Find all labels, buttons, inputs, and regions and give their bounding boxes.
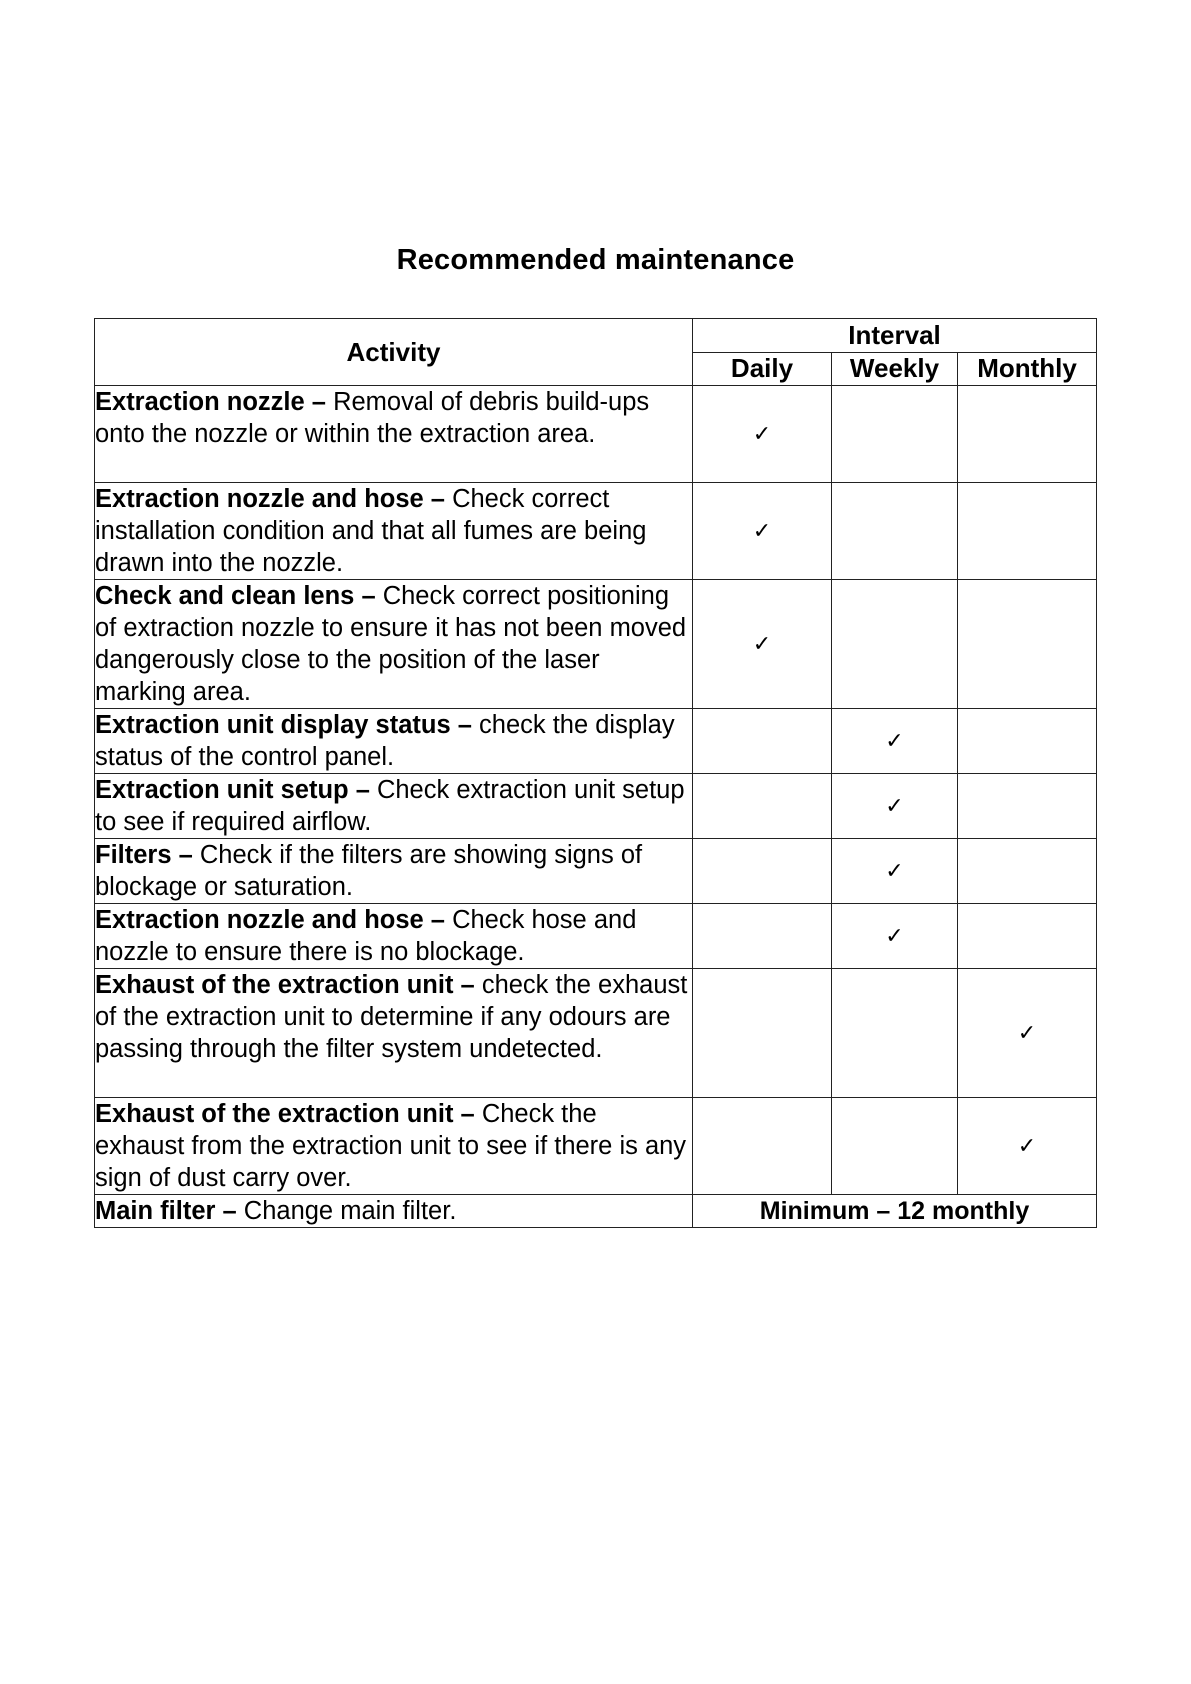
table-row — [95, 709, 1097, 774]
activity-title: Exhaust of the extraction unit – — [95, 971, 475, 999]
table-row — [95, 1098, 1097, 1195]
weekly-check-icon — [832, 969, 958, 1098]
table-row-main-filter — [95, 1195, 1097, 1228]
activity-title: Extraction nozzle and hose – — [95, 485, 445, 513]
header-monthly: Monthly — [958, 352, 1097, 386]
page-title: Recommended maintenance — [396, 244, 795, 276]
activity-description: Check correct installation condition and that all fumes are being drawn into the nozzle. — [95, 485, 647, 577]
maintenance-table — [94, 318, 1097, 1228]
activity-title: Extraction unit display status – — [95, 711, 472, 739]
weekly-check-icon: ✓ — [832, 904, 958, 969]
activity-title: Extraction unit setup – — [95, 776, 370, 804]
table-row — [95, 386, 1097, 483]
weekly-check-icon — [832, 1098, 958, 1195]
monthly-check-icon — [958, 904, 1097, 969]
daily-check-icon — [693, 969, 832, 1098]
activity-description: Check extraction unit setup to see if required airflow. — [95, 776, 685, 836]
daily-check-icon — [693, 709, 832, 774]
activity-title: Extraction nozzle – — [95, 388, 326, 416]
activity-cell — [95, 839, 693, 904]
activity-description: check the exhaust of the extraction unit to determine if any odours are passing through the filter system undetected. — [95, 971, 688, 1063]
table-row — [95, 774, 1097, 839]
activity-description: Check if the filters are showing signs of blockage or saturation. — [95, 841, 643, 901]
activity-title: Filters – — [95, 841, 193, 869]
weekly-check-icon: ✓ — [832, 774, 958, 839]
table-row — [95, 580, 1097, 709]
activity-cell — [95, 580, 693, 709]
monthly-check-icon — [958, 580, 1097, 709]
activity-description: Change main filter. — [236, 1197, 457, 1225]
daily-check-icon — [693, 839, 832, 904]
weekly-check-icon — [832, 580, 958, 709]
header-activity: Activity — [95, 319, 693, 386]
activity-cell — [95, 709, 693, 774]
activity-cell — [95, 969, 693, 1098]
table-body — [95, 386, 1097, 1228]
daily-check-icon: ✓ — [693, 483, 832, 580]
table-row — [95, 904, 1097, 969]
monthly-check-icon — [958, 709, 1097, 774]
activity-title: Main filter – — [95, 1197, 237, 1225]
table-row — [95, 969, 1097, 1098]
activity-description: check the display status of the control panel. — [95, 711, 675, 771]
monthly-check-icon: ✓ — [958, 1098, 1097, 1195]
activity-title: Exhaust of the extraction unit – — [95, 1100, 475, 1128]
activity-title: Check and clean lens – — [95, 582, 376, 610]
activity-cell — [95, 483, 693, 580]
activity-cell — [95, 1195, 693, 1228]
minimum-interval: Minimum – 12 monthly — [693, 1195, 1097, 1228]
daily-check-icon — [693, 904, 832, 969]
header-weekly: Weekly — [832, 352, 958, 386]
table-row — [95, 839, 1097, 904]
activity-title: Extraction nozzle and hose – — [95, 906, 445, 934]
table-row — [95, 483, 1097, 580]
weekly-check-icon: ✓ — [832, 709, 958, 774]
monthly-check-icon: ✓ — [958, 969, 1097, 1098]
daily-check-icon: ✓ — [693, 386, 832, 483]
header-interval: Interval — [693, 319, 1097, 353]
daily-check-icon: ✓ — [693, 580, 832, 709]
activity-description: Removal of debris build-ups onto the nozzle or within the extraction area. — [95, 388, 650, 448]
weekly-check-icon: ✓ — [832, 839, 958, 904]
activity-description: Check correct positioning of extraction nozzle to ensure it has not been moved dangerously close to the position of the laser marking area. — [95, 582, 687, 706]
activity-description: Check the exhaust from the extraction unit to see if there is any sign of dust carry over. — [95, 1100, 687, 1192]
activity-cell — [95, 774, 693, 839]
header-daily: Daily — [693, 352, 832, 386]
monthly-check-icon — [958, 483, 1097, 580]
monthly-check-icon — [958, 774, 1097, 839]
weekly-check-icon — [832, 483, 958, 580]
activity-cell — [95, 904, 693, 969]
weekly-check-icon — [832, 386, 958, 483]
monthly-check-icon — [958, 386, 1097, 483]
monthly-check-icon — [958, 839, 1097, 904]
activity-cell — [95, 1098, 693, 1195]
daily-check-icon — [693, 1098, 832, 1195]
activity-cell — [95, 386, 693, 483]
daily-check-icon — [693, 774, 832, 839]
activity-description: Check hose and nozzle to ensure there is no blockage. — [95, 906, 637, 966]
